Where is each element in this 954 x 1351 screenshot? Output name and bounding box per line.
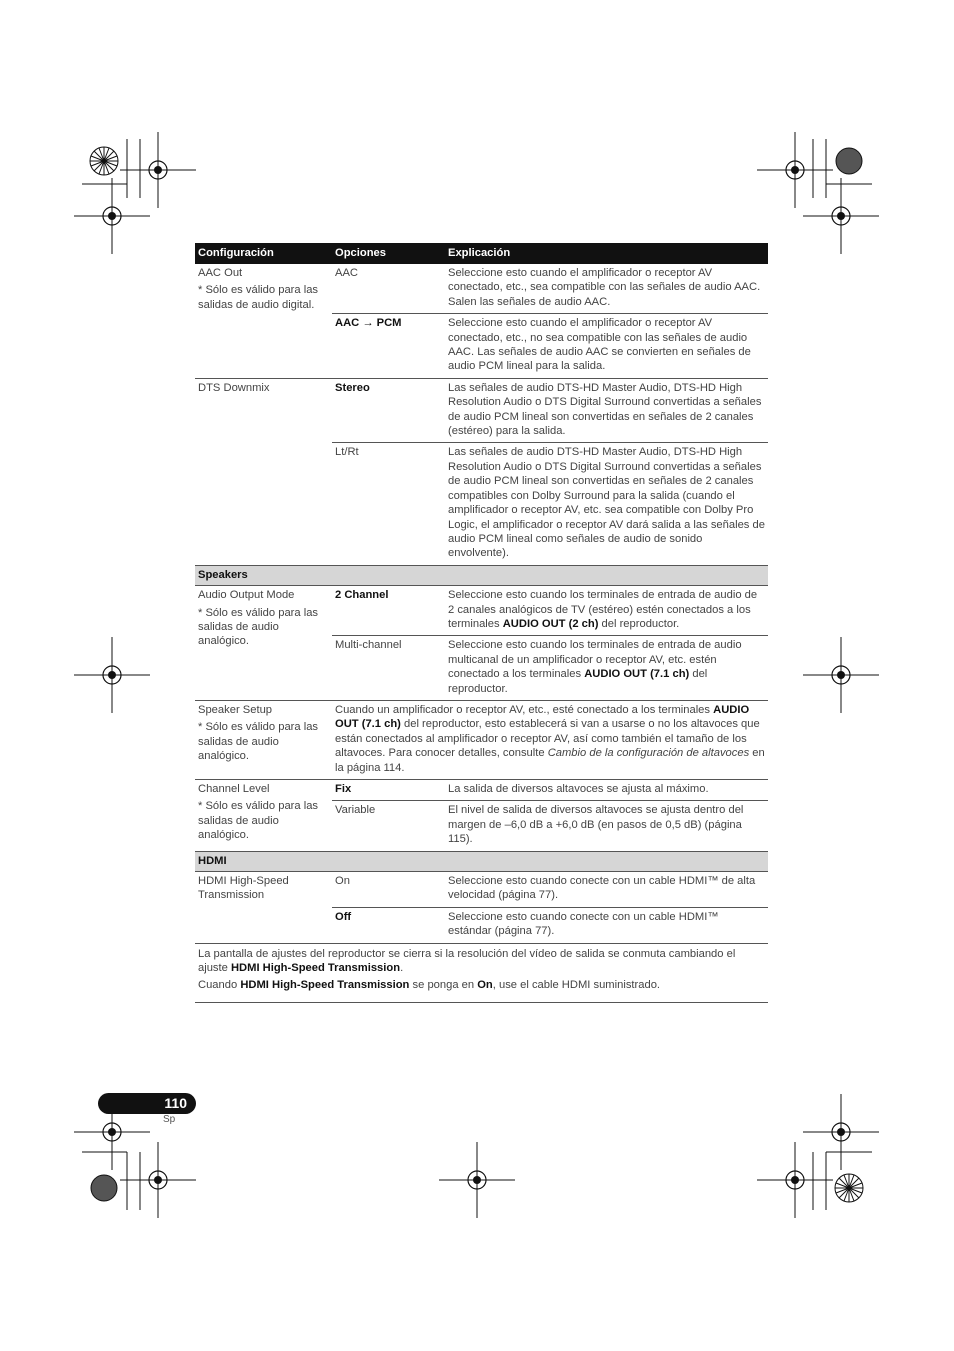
option-name: AAC <box>332 264 445 314</box>
table-row <box>195 378 768 443</box>
setting-name: Audio Output Mode <box>198 589 295 602</box>
option-description: Seleccione esto cuando conecte con un cable HDMI™ de alta velocidad (página 77). <box>445 872 768 908</box>
table-row <box>195 872 768 908</box>
setting-note: * Sólo es válido para las salidas de audio analógico. <box>198 606 319 648</box>
value-reference: On <box>477 979 493 992</box>
option-description: Seleccione esto cuando conecte con un cable HDMI™ estándar (página 77). <box>445 907 768 943</box>
table-footnote <box>195 943 768 1002</box>
registration-mark-icon <box>439 1142 515 1218</box>
setting-name: HDMI High-Speed Transmission <box>198 875 289 902</box>
registration-mark-icon <box>74 637 150 713</box>
text-run: , use el cable HDMI suministrado. <box>492 979 661 992</box>
setting-cell <box>195 872 332 944</box>
option-name: AAC → PCM <box>332 314 445 379</box>
option-name: 2 Channel <box>332 586 445 636</box>
section-row-hdmi <box>195 851 768 871</box>
setting-reference: HDMI High-Speed Transmission <box>240 979 410 992</box>
text-run: del reproductor. <box>598 617 680 630</box>
registration-mark-icon <box>803 637 879 713</box>
header-configuracion: Configuración <box>195 243 332 264</box>
language-code: Sp <box>163 1114 176 1125</box>
gray-target-icon <box>91 1175 117 1201</box>
registration-mark-icon <box>803 1094 879 1170</box>
footnote-line <box>198 978 765 992</box>
option-description: El nivel de salida de diversos altavoces se ajusta dentro del margen de –6,0 dB a +6,0 dB (en pasos de 0,5 dB) (página 115). <box>445 801 768 851</box>
option-name: Stereo <box>332 378 445 443</box>
star-target-icon <box>835 1174 863 1202</box>
setting-name: AAC Out <box>198 267 243 279</box>
header-opciones: Opciones <box>332 243 445 264</box>
option-description <box>445 586 768 636</box>
setting-name: DTS Downmix <box>198 381 270 394</box>
text-run: . <box>400 962 404 975</box>
table-row <box>195 586 768 636</box>
setting-cell <box>195 378 332 565</box>
table-header-row <box>195 243 768 264</box>
table-row <box>195 780 768 801</box>
registration-mark-icon <box>757 1142 833 1218</box>
option-description <box>445 636 768 701</box>
registration-mark-icon <box>120 1142 196 1218</box>
setting-name: Speaker Setup <box>198 703 273 716</box>
option-description: Seleccione esto cuando el amplificador o receptor AV conectado, etc., sea compatible con las señales de audio AAC. Salen las señales de audio AAC. <box>445 264 768 314</box>
option-description: Las señales de audio DTS-HD Master Audio, DTS-HD High Resolution Audio o DTS Digital Surround convertidas a señales de audio PCM lineal son convertidas en señales de 2 canales compatibles con Dolby Surround para la salida (cuando el amplificador o receptor AV, etc. sea compatible con Dolby Pro Logic, el amplificador o receptor AV dará salida a las señales de audio PCM lineal como señales de audio de sonido envolvente). <box>445 443 768 565</box>
section-row-speakers <box>195 565 768 585</box>
option-name: Variable <box>332 801 445 851</box>
text-run: Cuando un amplificador o receptor AV, etc., esté conectado a los terminales <box>335 703 714 716</box>
setting-note: * Sólo es válido para las salidas de audio digital. <box>198 284 319 311</box>
section-title: HDMI <box>195 851 768 871</box>
text-run: Seleccione esto cuando los terminales de entrada de audio de 2 canales analógicos de TV (estéreo) estén conectados a los terminales <box>448 589 758 630</box>
registration-mark-icon <box>757 132 833 208</box>
page-number-badge <box>98 1093 196 1114</box>
setting-cell <box>195 780 332 852</box>
terminal-name: AUDIO OUT (7.1 ch) <box>335 703 750 731</box>
registration-mark-icon <box>74 178 150 254</box>
section-title: Speakers <box>195 565 768 585</box>
option-name: On <box>332 872 445 908</box>
setting-note: * Sólo es válido para las salidas de audio analógico. <box>198 800 319 842</box>
table-row <box>195 264 768 314</box>
terminal-name: AUDIO OUT (7.1 ch) <box>584 668 690 681</box>
page-number: 110 <box>164 1095 187 1111</box>
star-target-icon <box>90 147 118 175</box>
text-run: en la página 114. <box>335 747 765 774</box>
text-run: La pantalla de ajustes del reproductor se cierra si la resolución del vídeo de salida se conmuta cambiando el ajuste <box>198 947 736 975</box>
text-run: se ponga en <box>409 979 478 992</box>
setting-name: Channel Level <box>198 783 270 795</box>
footnote-line <box>198 947 765 976</box>
setting-cell <box>195 264 332 378</box>
settings-table <box>195 243 768 1003</box>
option-description: La salida de diversos altavoces se ajusta al máximo. <box>445 780 768 801</box>
option-name: Multi-channel <box>332 636 445 701</box>
gray-target-icon <box>836 148 862 174</box>
option-name: Off <box>332 907 445 943</box>
table-footer-row <box>195 943 768 1002</box>
text-run: Cuando <box>198 979 241 992</box>
registration-mark-icon <box>120 132 196 208</box>
option-description: Las señales de audio DTS-HD Master Audio, DTS-HD High Resolution Audio o DTS Digital Surround convertidas a señales de audio PCM lineal son convertidas en señales de 2 canales (estéreo) para la salida. <box>445 378 768 443</box>
terminal-name: AUDIO OUT (2 ch) <box>502 617 599 630</box>
option-description: Seleccione esto cuando el amplificador o receptor AV conectado, etc., no sea compatible con las señales de audio AAC. Las señales de audio AAC se convierten en señales de audio PCM lineal para la salida. <box>445 314 768 379</box>
registration-mark-icon <box>803 178 879 254</box>
setting-cell <box>195 700 332 779</box>
cross-reference: Cambio de la configuración de altavoces <box>547 747 750 760</box>
option-name: Fix <box>332 780 445 801</box>
option-name: Lt/Rt <box>332 443 445 565</box>
text-run: Seleccione esto cuando los terminales de entrada de audio multicanal de un amplificador o receptor AV, etc. estén conectado a los terminales <box>448 639 742 681</box>
option-description <box>332 700 768 779</box>
text-run: del reproductor, esto establecerá si van a usarse o no los altavoces que están conectados al amplificador o receptor AV, así como también el tamaño de los altavoces. Para conocer detalles, consulte <box>335 718 760 760</box>
setting-note: * Sólo es válido para las salidas de audio analógico. <box>198 721 319 763</box>
text-run: del reproductor. <box>448 668 708 695</box>
setting-cell <box>195 586 332 701</box>
table-row <box>195 700 768 779</box>
setting-reference: HDMI High-Speed Transmission <box>230 962 401 975</box>
header-explicacion: Explicación <box>445 243 768 264</box>
